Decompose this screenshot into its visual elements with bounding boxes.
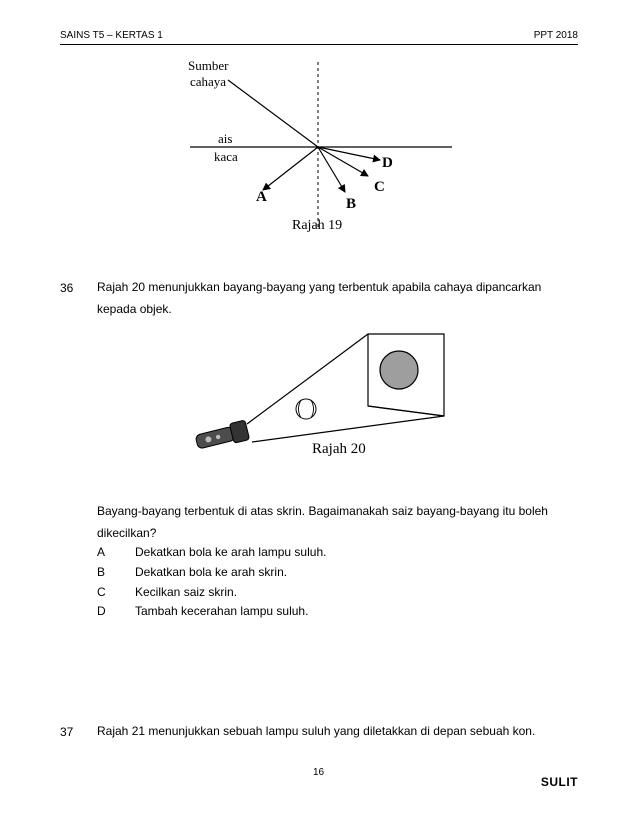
question-37-stem: Rajah 21 menunjukkan sebuah lampu suluh yang diletakkan di depan sebuah kon. [97,724,536,738]
ray-label-c: C [374,179,385,195]
ray-d [318,147,380,160]
ball [296,399,316,419]
page-number: 16 [313,767,325,778]
shadow [380,351,418,389]
option-b-text: Dekatkan bola ke arah skrin. [135,565,288,579]
option-a-letter: A [97,545,106,559]
question-37-number: 37 [60,725,74,739]
option-d-letter: D [97,604,106,618]
light-beam-bottom [252,416,444,442]
incident-ray [228,80,318,147]
header-right: PPT 2018 [533,30,578,41]
question-36-number: 36 [60,281,74,295]
question-36-question: Bayang-bayang terbentuk di atas skrin. Bagaimanakah saiz bayang-bayang itu boleh dikecilkan? [97,504,548,540]
header-rule [60,44,578,45]
header-left: SAINS T5 – KERTAS 1 [60,30,163,41]
ray-a [263,147,318,190]
label-water: ais [218,131,233,146]
option-d-text: Tambah kecerahan lampu suluh. [135,604,309,618]
figure-20-caption: Rajah 20 [312,441,366,457]
label-glass: kaca [214,149,238,164]
ray-b [318,147,345,192]
option-b-letter: B [97,565,106,579]
figure-19 [170,52,470,242]
option-c-letter: C [97,585,106,599]
sulit-mark: SULIT [540,775,578,789]
label-source-2: cahaya [190,74,227,89]
flashlight-icon [194,420,249,452]
label-source-1: Sumber [188,58,229,73]
ray-c [318,147,368,176]
question-36-stem: Rajah 20 menunjukkan bayang-bayang yang terbentuk apabila cahaya dipancarkan kepada objek. [97,280,542,316]
ray-label-a: A [256,189,267,205]
option-c-text: Kecilkan saiz skrin. [135,585,238,599]
ray-label-b: B [346,196,357,212]
figure-19-caption: Rajah 19 [292,218,343,233]
option-a-text: Dekatkan bola ke arah lampu suluh. [135,545,327,559]
figure-20 [192,330,448,462]
ray-label-d: D [382,155,393,171]
